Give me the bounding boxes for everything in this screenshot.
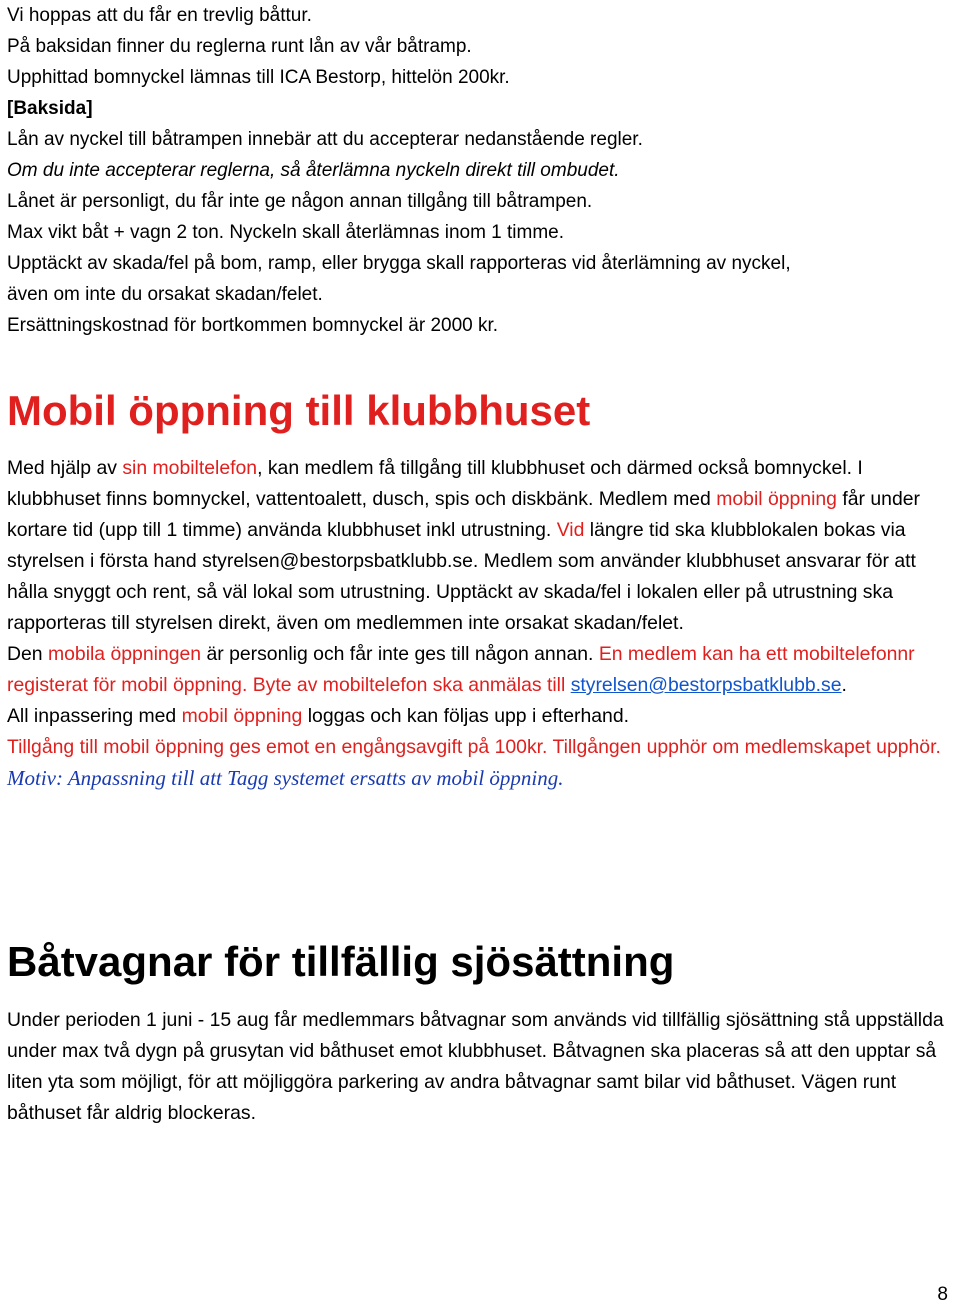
mobil-paragraph-1 [7,453,960,639]
highlight-span: mobil öppning [716,488,837,510]
batvagnar-heading: Båtvagnar för tillfällig sjösättning [7,938,675,985]
mobil-section [7,453,960,794]
intro-line: Upptäckt av skada/fel på bom, ramp, eller brygga skall rapporteras vid återlämning av nyckel, [7,253,791,274]
batvagnar-paragraph: Under perioden 1 juni - 15 aug får medlemmars båtvagnar som används vid tillfällig sjösättning stå uppställda under max två dygn på grusytan vid båthuset emot klubbhuset. Båtvagnen ska placeras så att den upptar så liten yta som möjligt, för att möjliggöra parkering av andra båtvagnar samt bilar vid båthuset. Vägen runt båthuset får aldrig blockeras. [7,1009,944,1124]
text-span: . [841,674,847,696]
mobil-heading: Mobil öppning till klubbhuset [7,387,591,434]
intro-line: På baksidan finner du reglerna runt lån av vår båtramp. [7,36,472,57]
mobil-paragraph-2 [7,639,960,701]
text-span: , kan medlem få tillgång till klubbhuset och därmed också bomnyckel. I klubbhuset finns bomnyckel, vattentoalett, dusch, spis och diskbänk. Medlem med [7,457,863,510]
document-page [7,0,960,1124]
intro-line: Max vikt båt + vagn 2 ton. Nyckeln skall återlämnas inom 1 timme. [7,222,565,243]
text-span: All inpassering med [7,705,182,727]
intro-section [7,0,960,341]
intro-line: Lånet är personligt, du får inte ge någon annan tillgång till båtrampen. [7,191,593,212]
highlight-span: mobil öppning [181,705,303,727]
intro-line: Vi hoppas att du får en trevlig båttur. [7,5,312,26]
text-span: Med hjälp av [7,457,123,479]
page-number: 8 [937,1284,948,1305]
text-span: får under kortare tid (upp till 1 timme) använda klubbhuset inkl utrustning. [7,488,920,541]
email-link[interactable]: styrelsen@bestorpsbatklubb.se [570,674,842,696]
intro-line: även om inte du orsakat skadan/felet. [7,284,323,305]
highlight-span: sin mobiltelefon [122,457,258,479]
text-span: Den [7,643,48,665]
intro-line: Ersättningskostnad för bortkommen bomnyckel är 2000 kr. [7,315,499,336]
motiv-note: Motiv: Anpassning till att Tagg systemet ersatts av mobil öppning. [7,766,564,790]
intro-line: Om du inte accepterar reglerna, så återlämna nyckeln direkt till ombudet. [7,160,620,181]
mobil-paragraph-4: Tillgång till mobil öppning ges emot en engångsavgift på 100kr. Tillgången upphör om medlemskapet upphör. [7,736,941,758]
text-span: är personlig och får inte ges till någon annan. [201,643,599,665]
text-span: loggas och kan följas upp i efterhand. [302,705,629,727]
intro-line: Lån av nyckel till båtrampen innebär att du accepterar nedanstående regler. [7,129,643,150]
text-span: längre tid ska klubblokalen bokas via styrelsen i första hand styrelsen@bestorpsbatklubb.se. Medlem som använder klubbhuset ansvarar för att hålla snyggt och rent, så väl lokal som utrustning. Upptäckt av skada/fel i lokalen eller på utrustning ska rapporteras till styrelsen direkt, även om medlemmen inte orsakat skadan/felet. [7,519,916,634]
intro-line: Upphittad bomnyckel lämnas till ICA Bestorp, hittelön 200kr. [7,67,510,88]
highlight-span: Vid [556,519,585,541]
batvagnar-section [7,1005,960,1129]
highlight-span: mobila öppningen [47,643,202,665]
mobil-paragraph-3 [7,701,960,732]
highlight-span: En medlem kan ha ett mobiltelefonnr registerat för mobil öppning. Byte av mobiltelefon ska anmälas till [7,643,915,696]
intro-line: [Baksida] [7,98,93,119]
